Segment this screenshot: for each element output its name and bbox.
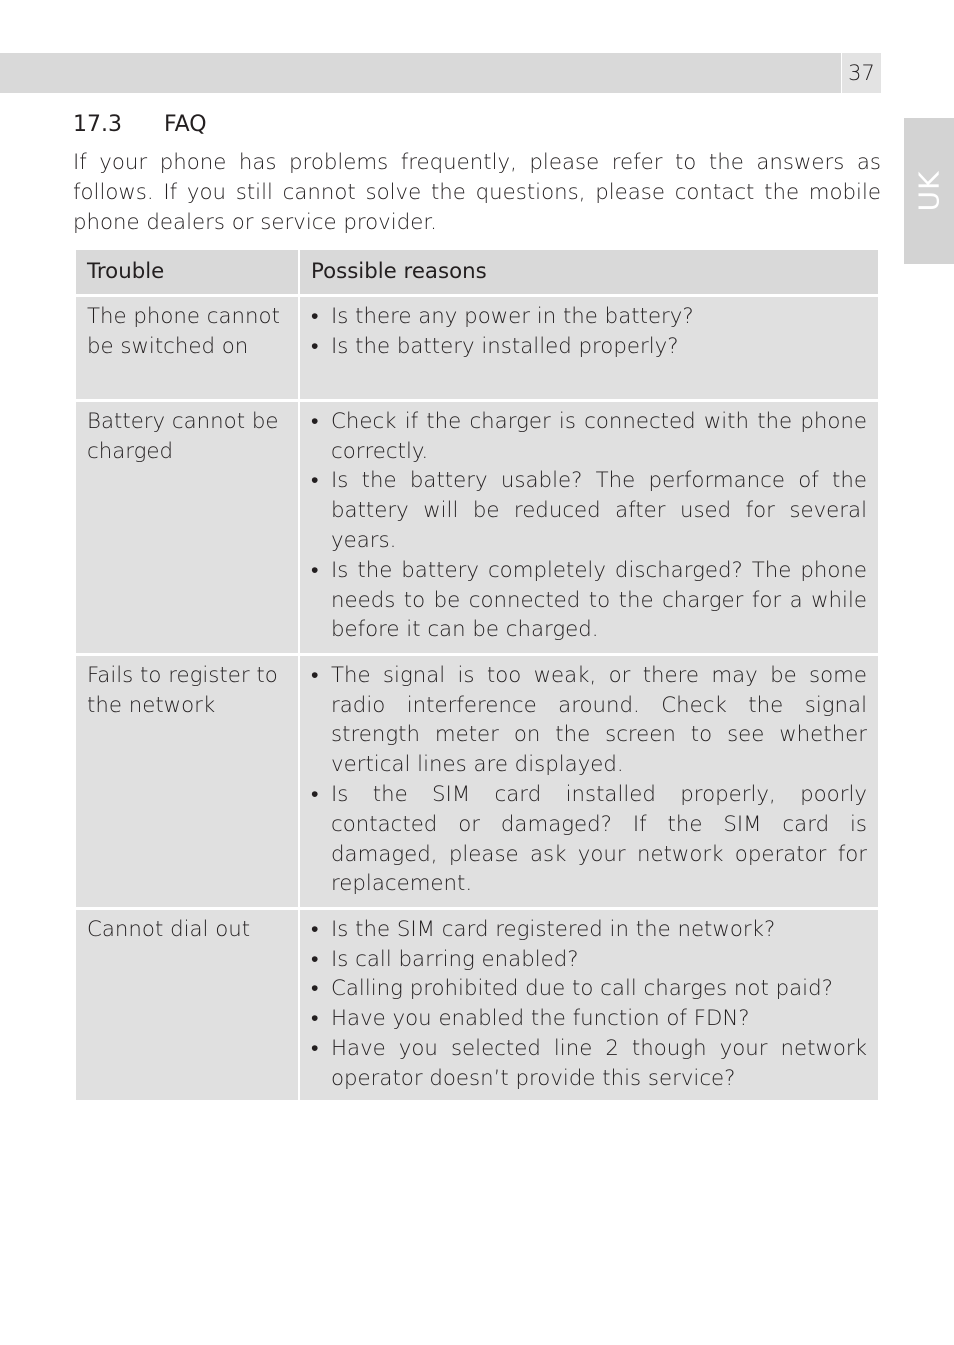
language-tab [904, 118, 954, 264]
trouble-cell: Cannot dial out [76, 910, 298, 1100]
list-item: • Is the SIM card installed properly, poorly contacted or damaged? If the SIM card is damaged, please ask your network operator for replacement. [311, 780, 867, 899]
page-number: 37 [842, 53, 881, 93]
trouble-cell: The phone cannot be switched on [76, 297, 298, 399]
faq-table-header [76, 250, 878, 294]
list-item: • Is there any power in the battery? [311, 302, 867, 332]
section-title: FAQ [164, 112, 207, 137]
list-item: • Have you enabled the function of FDN? [311, 1004, 867, 1034]
table-row [76, 910, 878, 1100]
section-heading [73, 112, 207, 137]
table-row [76, 297, 878, 399]
list-item: • Is the battery installed properly? [311, 332, 867, 362]
reasons-cell [300, 402, 878, 653]
language-tab-label: UK [912, 170, 946, 212]
header-trouble: Trouble [76, 250, 298, 294]
section-number: 17.3 [73, 112, 122, 137]
trouble-cell: Battery cannot be charged [76, 402, 298, 653]
list-item: • Is call barring enabled? [311, 945, 867, 975]
header-bar [0, 53, 841, 93]
list-item: • Is the battery usable? The performance of the battery will be reduced after used for several years. [311, 466, 867, 555]
reasons-list [311, 407, 867, 645]
intro-paragraph: If your phone has problems frequently, please refer to the answers as follows. If you still cannot solve the questions, please contact the mobile phone dealers or service provider. [73, 150, 881, 235]
header-possible-reasons: Possible reasons [300, 250, 878, 294]
list-item: • The signal is too weak, or there may be some radio interference around. Check the signal strength meter on the screen to see whether vertical lines are displayed. [311, 661, 867, 780]
table-row [76, 656, 878, 907]
list-item: • Check if the charger is connected with the phone correctly. [311, 407, 867, 467]
list-item: • Calling prohibited due to call charges not paid? [311, 974, 867, 1004]
reasons-cell [300, 297, 878, 399]
reasons-cell [300, 656, 878, 907]
table-row [76, 402, 878, 653]
reasons-cell [300, 910, 878, 1100]
list-item: • Is the battery completely discharged? The phone needs to be connected to the charger for a while before it can be charged. [311, 556, 867, 645]
reasons-list [311, 661, 867, 899]
reasons-list [311, 302, 867, 362]
trouble-cell: Fails to register to the network [76, 656, 298, 907]
reasons-list [311, 915, 867, 1094]
list-item: • Is the SIM card registered in the network? [311, 915, 867, 945]
list-item: • Have you selected line 2 though your network operator doesn’t provide this service? [311, 1034, 867, 1094]
faq-table [74, 247, 880, 1103]
